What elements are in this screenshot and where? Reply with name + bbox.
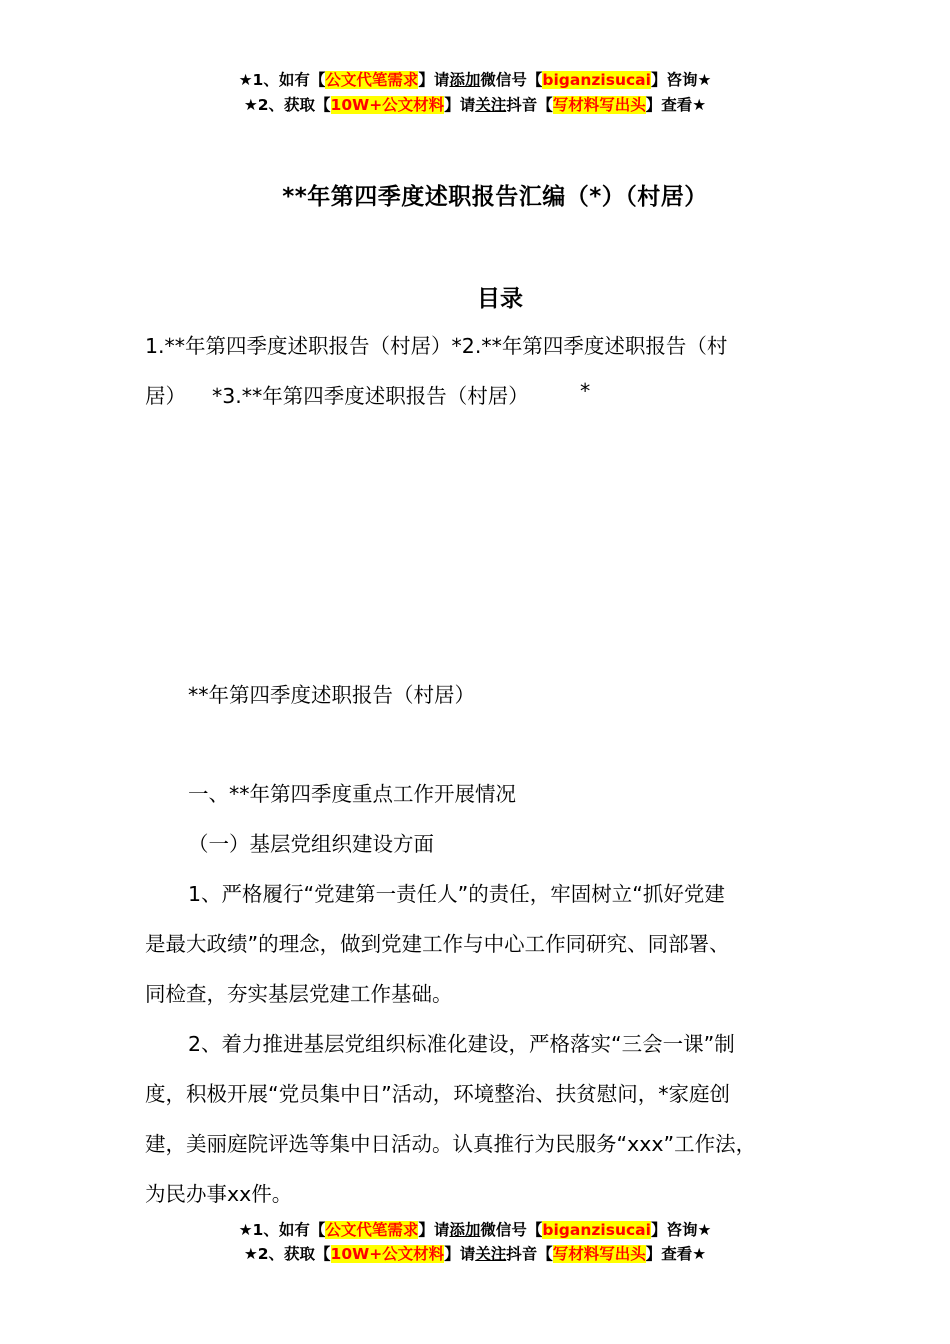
promo-2-highlight-materials: 10W+公文材料 <box>330 96 445 114</box>
toc-line-1: 1.**年第四季度述职报告（村居）*2.**年第四季度述职报告（村 <box>145 334 728 358</box>
promo-footer-2-suffix: 】查看★ <box>645 1245 707 1263</box>
promo-1-wechat-id: biganzisucai <box>542 71 651 89</box>
promo-1-prefix: ★1、如有【 <box>238 71 326 89</box>
promo-2-douyin-label: 抖音【 <box>506 96 553 114</box>
promo-1-highlight-service: 公文代笔需求 <box>325 71 419 89</box>
toc-line-2-end: * <box>580 379 591 403</box>
toc-item-3: *3.**年第四季度述职报告（村居） <box>212 384 529 408</box>
paragraph-2-line-4: 为民办事xx件。 <box>145 1182 293 1206</box>
paragraph-2-line-1: 2、着力推进基层党组织标准化建设，严格落实“三会一课”制 <box>188 1032 735 1056</box>
promo-footer-2-douyin-label: 抖音【 <box>506 1245 553 1263</box>
promo-1-wechat-label: 微信号【 <box>480 71 543 89</box>
section-heading-1: 一、**年第四季度重点工作开展情况 <box>188 782 516 806</box>
promo-footer-2-highlight-materials: 10W+公文材料 <box>330 1245 445 1263</box>
promo-footer-1-wechat-id: biganzisucai <box>542 1221 651 1239</box>
promo-line-1 <box>0 68 950 92</box>
subsection-heading-1: （一）基层党组织建设方面 <box>188 832 434 856</box>
paragraph-1-line-3: 同检查，夯实基层党建工作基础。 <box>145 982 453 1006</box>
promo-1-add: 添加 <box>449 71 481 89</box>
paragraph-2-line-3: 建，美丽庭院评选等集中日活动。认真推行为民服务“xxx”工作法， <box>145 1132 757 1156</box>
promo-footer-1-wechat-label: 微信号【 <box>480 1221 543 1239</box>
promo-1-suffix: 】咨询★ <box>650 71 712 89</box>
promo-line-2 <box>0 93 950 117</box>
report-title: **年第四季度述职报告（村居） <box>188 683 475 707</box>
promo-footer-1-suffix: 】咨询★ <box>650 1221 712 1239</box>
promo-footer-line-2 <box>0 1242 950 1266</box>
toc-heading: 目录 <box>477 286 523 312</box>
promo-footer-2-mid: 】请 <box>444 1245 476 1263</box>
promo-footer-1-mid: 】请 <box>418 1221 450 1239</box>
paragraph-1-line-2: 是最大政绩”的理念，做到党建工作与中心工作同研究、同部署、 <box>145 932 730 956</box>
promo-1-mid: 】请 <box>418 71 450 89</box>
promo-footer-1-add: 添加 <box>449 1221 481 1239</box>
promo-2-prefix: ★2、获取【 <box>243 96 331 114</box>
promo-2-follow: 关注 <box>475 96 507 114</box>
promo-2-suffix: 】查看★ <box>645 96 707 114</box>
promo-footer-2-douyin-id: 写材料写出头 <box>552 1245 646 1263</box>
toc-line-2-start: 居） <box>145 384 186 408</box>
promo-footer-1-highlight-service: 公文代笔需求 <box>325 1221 419 1239</box>
promo-footer-line-1 <box>0 1218 950 1242</box>
paragraph-1-line-1: 1、严格履行“党建第一责任人”的责任，牢固树立“抓好党建 <box>188 882 725 906</box>
promo-footer-1-prefix: ★1、如有【 <box>238 1221 326 1239</box>
promo-footer-2-prefix: ★2、获取【 <box>243 1245 331 1263</box>
promo-footer-2-follow: 关注 <box>475 1245 507 1263</box>
document-title: **年第四季度述职报告汇编（*）（村居） <box>282 184 708 210</box>
paragraph-2-line-2: 度，积极开展“党员集中日”活动，环境整治、扶贫慰问，*家庭创 <box>145 1082 730 1106</box>
promo-2-douyin-id: 写材料写出头 <box>552 96 646 114</box>
promo-2-mid: 】请 <box>444 96 476 114</box>
